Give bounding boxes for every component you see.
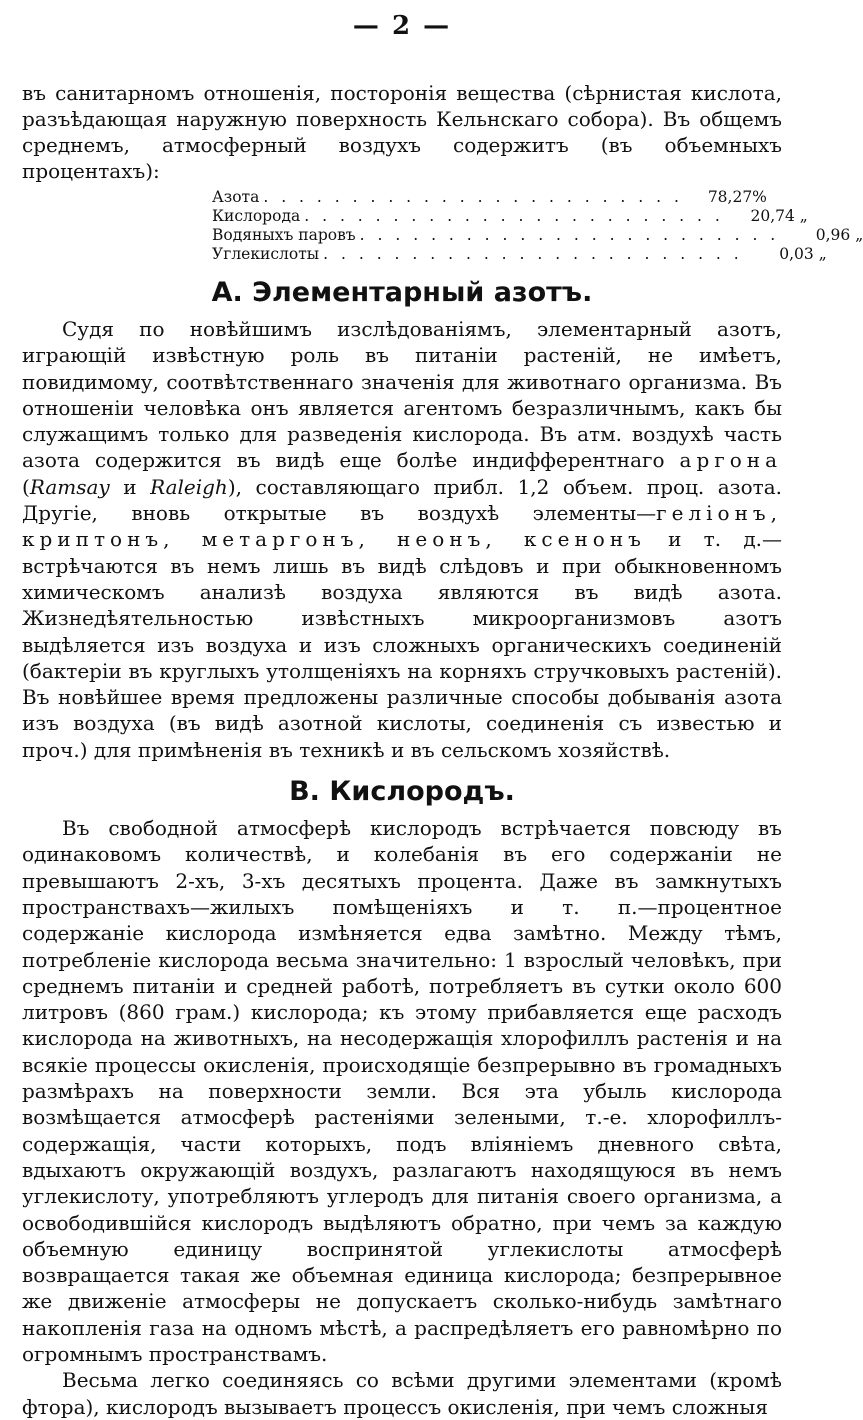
dot-leader: . . . . . . . . . . . . . . . . . . . . . . . . — [323, 245, 743, 263]
composition-value: 78,27% — [707, 188, 767, 206]
composition-row — [212, 188, 767, 207]
argon-term: аргона — [679, 448, 783, 473]
gases-list: гелiонъ, криптонъ, метаргонъ, неонъ, ксенонъ — [22, 501, 782, 552]
page-number: — 2 — — [352, 11, 452, 41]
section-b-title: B. Кислородъ. — [289, 776, 515, 808]
text-run: ), составляющаго прибл. 1,2 объем. проц. азота. Другіе, вновь открытые въ воздухѣ элементы— — [22, 474, 783, 526]
dot-leader: . . . . . . . . . . . . . . . . . . . . . . . . — [304, 207, 724, 225]
text-run: и — [109, 474, 151, 499]
dot-leader: . . . . . . . . . . . . . . . . . . . . . . . . — [263, 188, 683, 206]
composition-name: Кислорода — [212, 207, 301, 225]
section-b-paragraph-2: Весьма легко соединяясь со всѣми другими элементами (кромѣ фтора), кислородъ вызываетъ процессъ окисленія, при чемъ сложныя — [22, 1368, 782, 1419]
composition-value: 20,74 „ — [750, 207, 808, 225]
composition-table — [212, 188, 863, 264]
composition-name: Азота — [212, 188, 260, 206]
composition-value: 0,96 „ — [815, 226, 863, 244]
section-a-title: А. Элементарный азотъ. — [211, 277, 593, 308]
author-name: Raleigh — [150, 474, 228, 499]
text-run: Судя по новѣйшимъ изслѣдованіямъ, элементарный азотъ, играющій извѣстную роль въ питаніи растеній, не имѣетъ, повидимому, соотвѣтственнаго значенія для животнаго организма. Въ отношеніи человѣка онъ является агентомъ безразличнымъ, какъ бы служащимъ только для разведенія кислорода. Въ атм. воздухѣ часть азота содержится въ видѣ еще болѣе индифферентнаго — [22, 317, 782, 473]
dot-leader: . . . . . . . . . . . . . . . . . . . . . . . . — [359, 226, 780, 244]
composition-row — [212, 226, 863, 245]
intro-paragraph: въ санитарномъ отношенія, посторонія вещества (сѣрнистая кислота, разъѣдающая наружную поверхность Кельнскаго собора). Въ общемъ среднемъ, атмосферный воздухъ содержитъ (въ объемныхъ процентахъ): — [22, 81, 782, 183]
author-name: Ramsay — [29, 474, 110, 499]
composition-value: 0,03 „ — [779, 245, 827, 263]
text-run: ( — [22, 474, 30, 499]
composition-name: Водяныхъ паровъ — [212, 226, 356, 244]
section-a-paragraph — [22, 316, 782, 763]
composition-name: Углекислоты — [212, 245, 320, 263]
composition-row — [212, 245, 827, 264]
composition-row — [212, 207, 808, 226]
text-run: и т. д.—встрѣчаются въ немъ лишь въ видѣ слѣдовъ и при обыкновенномъ химическомъ анализѣ воздуха являются въ видѣ азота. Жизнедѣятельностью извѣстныхъ микроорганизмовъ азотъ выдѣляется изъ воздуха и изъ сложныхъ органическихъ соединеній (бактеріи въ круглыхъ утолщеніяхъ на корняхъ стручковыхъ растеній). Въ новѣйшее время предложены различные способы добыванія азота изъ воздуха (въ видѣ азотной кислоты, соединенія съ известью и проч.) для примѣненія въ техникѣ и въ сельскомъ хозяйствѣ. — [22, 527, 782, 762]
section-b-paragraph: Въ свободной атмосферѣ кислородъ встрѣчается повсюду въ одинаковомъ количествѣ, и колебанія въ его содержаніи не превышаютъ 2-хъ, 3-хъ десятыхъ процента. Даже въ замкнутыхъ пространствахъ—жилыхъ помѣщеніяхъ и т. п.—процентное содержаніе кислорода измѣняется едва замѣтно. Между тѣмъ, потребленіе кислорода весьма значительно: 1 взрослый человѣкъ, при среднемъ питаніи и средней работѣ, потребляетъ въ сутки около 600 литровъ (860 грам.) кислорода; къ этому прибавляется еще расходъ кислорода на животныхъ, на несодержащія хлорофиллъ растенія и на всякіе процессы окисленія, происходящіе безпрерывно въ громадныхъ размѣрахъ на поверхности земли. Вся эта убыль кислорода возмѣщается атмосферѣ растеніями зелеными, т.-е. хлорофиллъ-содержащія, части которыхъ, подъ вліяніемъ дневного свѣта, вдыхаютъ окружающій воздухъ, разлагаютъ находящуюся въ немъ углекислоту, употребляютъ углеродъ для питанія своего организма, а освободившійся кислородъ выдѣляютъ обратно, при чемъ за каждую объемную единицу воспринятой углекислоты атмосферѣ возвращается такая же объемная единица кислорода; безпрерывное же движеніе атмосферы не допускаетъ сколько-нибудь замѣтнаго накопленія газа на одномъ мѣстѣ, а распредѣляетъ его равномѣрно по огромнымъ пространствамъ. — [22, 816, 782, 1366]
